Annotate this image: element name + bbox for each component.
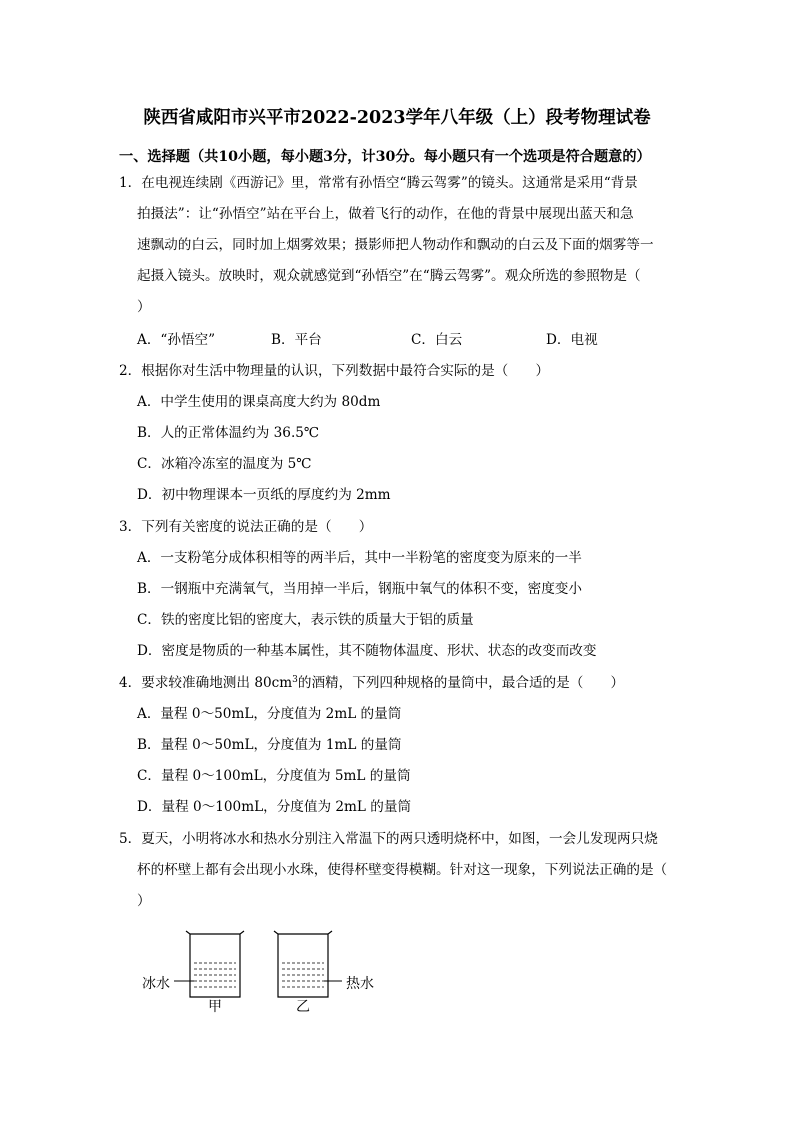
question-2-option-d: D．初中物理课本一页纸的厚度约为 2mm: [137, 487, 391, 503]
question-5-line: 杯的杯壁上都有会出现小水珠，使得杯壁变得模糊。针对这一现象，下列说法正确的是（: [137, 862, 668, 878]
hot-water-label: 热水: [346, 976, 374, 992]
section-heading: 一、选择题（共10小题，每小题3分，计30分。每小题只有一个选项是符合题意的）: [119, 149, 651, 165]
question-2-option-a: A．中学生使用的课桌高度大约为 80dm: [137, 394, 381, 410]
question-5-line: ）: [137, 893, 151, 909]
beaker-a-water: [194, 963, 236, 987]
question-1-line: ）: [137, 299, 151, 315]
question-2-option-b: B．人的正常体温约为 36.5℃: [137, 425, 320, 441]
question-4-stem-post: 的酒精，下列四种规格的量筒中，最合适的是（ ）: [297, 675, 625, 691]
question-3-option-b: B．一钢瓶中充满氧气，当用掉一半后，钢瓶中氧气的体积不变，密度变小: [137, 581, 582, 597]
question-1-line: 速飘动的白云，同时加上烟雾效果；摄影师把人物动作和飘动的白云及下面的烟雾等一: [137, 237, 654, 253]
question-2-option-c: C．冰箱冷冻室的温度为 5℃: [137, 456, 312, 472]
question-3-option-d: D．密度是物质的一种基本属性，其不随物体温度、形状、状态的改变而改变: [137, 643, 597, 659]
question-4-option-a: A．量程 0～50mL，分度值为 2mL 的量筒: [137, 706, 402, 722]
question-1-option-c: C．白云: [411, 332, 463, 348]
question-3-stem: 3．下列有关密度的说法正确的是（ ）: [119, 519, 373, 535]
question-4-stem-sup: 3: [292, 675, 298, 685]
question-4-stem-pre: 4．要求较准确地测出 80cm: [119, 675, 293, 691]
beaker-a-label: 甲: [208, 999, 222, 1015]
question-3-option-c: C．铁的密度比铝的密度大，表示铁的质量大于铝的质量: [137, 612, 474, 628]
page-title: 陕西省咸阳市兴平市2022-2023学年八年级（上）段考物理试卷: [143, 108, 651, 128]
question-4-option-c: C．量程 0～100mL，分度值为 5mL 的量筒: [137, 768, 411, 784]
beaker-b-label: 乙: [296, 999, 310, 1015]
question-1-line: 拍摄法”：让“孙悟空”站在平台上，做着飞行的动作，在他的背景中展现出蓝天和急: [137, 206, 634, 222]
question-1-option-b: B．平台: [271, 332, 322, 348]
ice-water-label: 冰水: [142, 976, 170, 992]
question-3-option-a: A．一支粉笔分成体积相等的两半后，其中一半粉笔的密度变为原来的一半: [137, 550, 582, 566]
question-1-option-d: D．电视: [546, 332, 598, 348]
question-1-option-a: A．“孙悟空”: [137, 332, 216, 348]
beaker-b-water: [282, 963, 324, 987]
question-2-stem: 2．根据你对生活中物理量的认识，下列数据中最符合实际的是（ ）: [119, 363, 550, 379]
question-4-option-d: D．量程 0～100mL，分度值为 2mL 的量筒: [137, 799, 412, 815]
question-1-line: 1．在电视连续剧《西游记》里，常常有孙悟空“腾云驾雾”的镜头。这通常是采用“背景: [119, 175, 638, 191]
question-4-option-b: B．量程 0～50mL，分度值为 1mL 的量筒: [137, 737, 402, 753]
question-1-line: 起摄入镜头。放映时，观众就感觉到“孙悟空”在“腾云驾雾”。观众所选的参照物是（: [137, 268, 641, 284]
question-5-line: 5．夏天，小明将冰水和热水分别注入常温下的两只透明烧杯中，如图，一会儿发现两只烧: [119, 831, 658, 847]
